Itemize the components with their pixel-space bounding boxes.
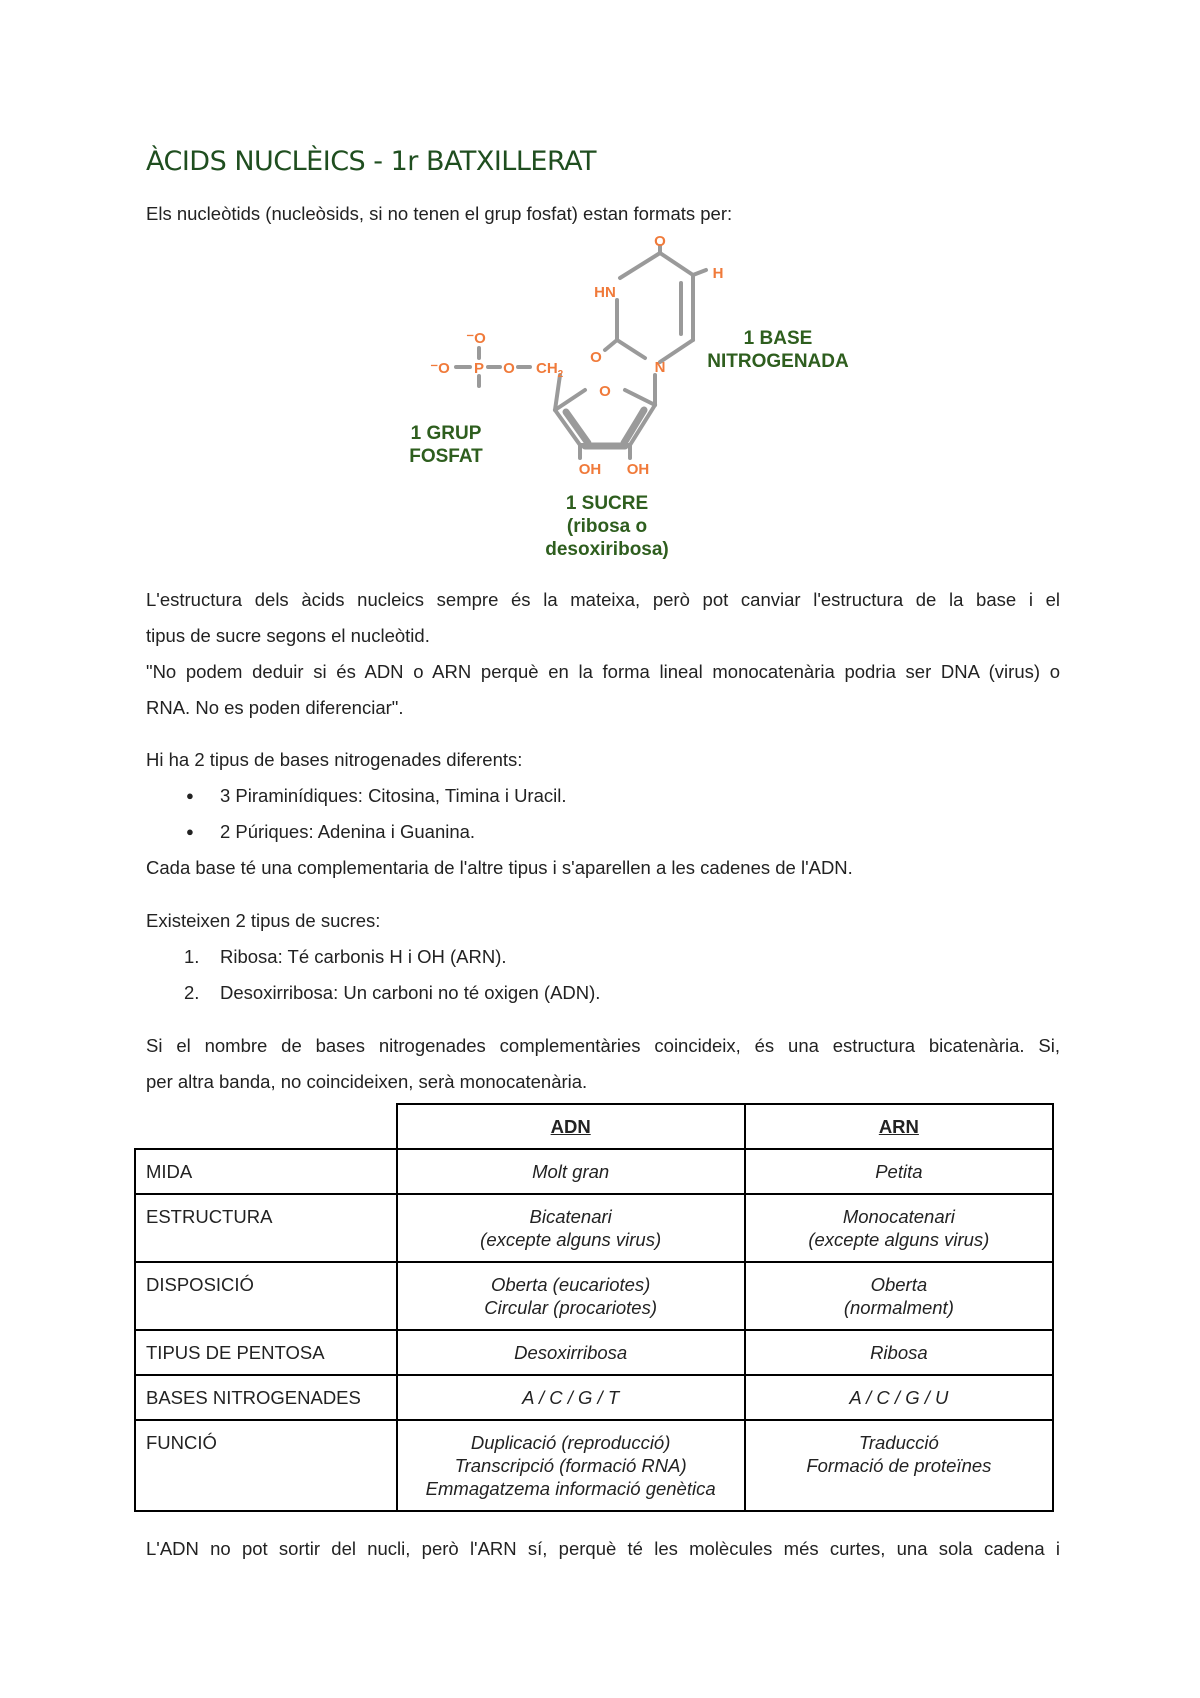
arn-cell bbox=[745, 1194, 1053, 1262]
structure-line-1: L'estructura dels àcids nucleics sempre és la mateixa, però pot canviar l'estructura de la base i el bbox=[146, 589, 1060, 610]
sugar-label-line2: (ribosa o bbox=[566, 516, 648, 537]
atom-oh-2: OH bbox=[626, 461, 650, 478]
intro-text: Els nucleòtids (nucleòsids, si no tenen el grup fosfat) estan formats per: bbox=[146, 203, 733, 224]
cell-line: Desoxirribosa bbox=[514, 1342, 628, 1363]
atom-ch2-main: CH bbox=[536, 360, 558, 377]
row-label: TIPUS DE PENTOSA bbox=[135, 1330, 397, 1375]
atom-o-link: O bbox=[503, 360, 515, 377]
arn-cell bbox=[745, 1330, 1053, 1375]
page-title: ÀCIDS NUCLÈICS - 1r BATXILLERAT bbox=[146, 146, 596, 177]
header-adn: ADN bbox=[397, 1104, 745, 1149]
cell-line: Emmagatzema informació genètica bbox=[425, 1478, 716, 1499]
comparison-table bbox=[134, 1103, 1054, 1512]
bond bbox=[625, 390, 655, 405]
phosphate-label bbox=[396, 422, 496, 468]
cell-line: Bicatenari bbox=[529, 1206, 612, 1227]
chain-line-1: Si el nombre de bases nitrogenades complementàries coincideix, és una estructura bicatenària. Si, bbox=[146, 1035, 1060, 1056]
table-row bbox=[135, 1194, 1053, 1262]
atom-h: H bbox=[712, 265, 724, 282]
atom-p: P bbox=[473, 360, 485, 377]
atom-hn: HN bbox=[594, 284, 616, 301]
chain-line-2: per altra banda, no coincideixen, serà monocatenària. bbox=[146, 1071, 588, 1092]
cell-line: Formació de proteïnes bbox=[806, 1455, 992, 1476]
arn-cell bbox=[745, 1420, 1053, 1511]
row-label: FUNCIÓ bbox=[135, 1420, 397, 1511]
header-arn: ARN bbox=[745, 1104, 1053, 1149]
table-row bbox=[135, 1262, 1053, 1330]
arn-cell bbox=[745, 1149, 1053, 1194]
list-number: 2. bbox=[184, 982, 200, 1003]
bond bbox=[555, 390, 585, 410]
adn-cell bbox=[397, 1194, 745, 1262]
sugar-label bbox=[520, 492, 694, 561]
structure-line-2: tipus de sucre segons el nucleòtid. bbox=[146, 625, 430, 646]
table-row bbox=[135, 1330, 1053, 1375]
structure-line-4: RNA. No es poden diferenciar". bbox=[146, 697, 404, 718]
list-item-text: Ribosa: Té carbonis H i OH (ARN). bbox=[220, 946, 507, 967]
sugar-label-line1: 1 SUCRE bbox=[565, 493, 649, 514]
atom-n: N bbox=[654, 359, 666, 376]
cell-line: (normalment) bbox=[843, 1297, 954, 1318]
cell-line: Ribosa bbox=[870, 1342, 928, 1363]
arn-cell bbox=[745, 1375, 1053, 1420]
bases-intro: Hi ha 2 tipus de bases nitrogenades diferents: bbox=[146, 749, 523, 770]
atom-phosphate-o-left: ⁻O bbox=[430, 360, 450, 377]
bond bbox=[605, 340, 617, 350]
bullet-icon: ● bbox=[186, 824, 194, 839]
base-label-line2: NITROGENADA bbox=[707, 351, 849, 372]
adn-cell bbox=[397, 1375, 745, 1420]
adn-cell bbox=[397, 1149, 745, 1194]
atom-o-left: O bbox=[590, 349, 602, 366]
atom-ch2 bbox=[536, 360, 564, 380]
row-label: BASES NITROGENADES bbox=[135, 1375, 397, 1420]
cell-line: Traducció bbox=[858, 1432, 939, 1453]
atom-o-ring: O bbox=[599, 383, 611, 400]
bases-outro: Cada base té una complementaria de l'altre tipus i s'aparellen a les cadenes de l'ADN. bbox=[146, 857, 853, 878]
table-header-row bbox=[135, 1104, 1053, 1149]
bullet-icon: ● bbox=[186, 788, 194, 803]
cell-line: A / C / G / T bbox=[522, 1387, 620, 1408]
base-label-line1: 1 BASE bbox=[743, 328, 813, 349]
bond bbox=[620, 253, 660, 278]
adn-cell bbox=[397, 1330, 745, 1375]
row-label: ESTRUCTURA bbox=[135, 1194, 397, 1262]
cell-line: Molt gran bbox=[532, 1161, 610, 1182]
bond bbox=[617, 340, 645, 358]
adn-cell bbox=[397, 1262, 745, 1330]
table-corner bbox=[135, 1104, 397, 1149]
cell-line: A / C / G / U bbox=[849, 1387, 949, 1408]
cell-line: Oberta bbox=[870, 1274, 928, 1295]
cell-line: Transcripció (formació RNA) bbox=[454, 1455, 687, 1476]
cell-line: (excepte alguns virus) bbox=[808, 1229, 990, 1250]
cell-line: Petita bbox=[875, 1161, 923, 1182]
atom-o-top: O bbox=[654, 233, 666, 250]
list-item-text: Desoxirribosa: Un carboni no té oxigen (ADN). bbox=[220, 982, 601, 1003]
bond bbox=[660, 253, 693, 275]
bond bbox=[693, 270, 706, 275]
row-label: MIDA bbox=[135, 1149, 397, 1194]
row-label: DISPOSICIÓ bbox=[135, 1262, 397, 1330]
final-paragraph: L'ADN no pot sortir del nucli, però l'ARN sí, perquè té les molècules més curtes, una sola cadena i bbox=[146, 1538, 1060, 1559]
table-row bbox=[135, 1149, 1053, 1194]
cell-line: (excepte alguns virus) bbox=[480, 1229, 662, 1250]
adn-cell bbox=[397, 1420, 745, 1511]
table-row bbox=[135, 1375, 1053, 1420]
arn-cell bbox=[745, 1262, 1053, 1330]
cell-line: Oberta (eucariotes) bbox=[490, 1274, 651, 1295]
list-number: 1. bbox=[184, 946, 200, 967]
atom-oh-1: OH bbox=[578, 461, 602, 478]
phosphate-label-line2: FOSFAT bbox=[409, 446, 483, 467]
list-item-text: 3 Piraminídiques: Citosina, Timina i Uracil. bbox=[220, 785, 567, 806]
atom-ch2-sub: 2 bbox=[557, 369, 564, 380]
atom-phosphate-o-top: ⁻O bbox=[466, 330, 486, 347]
cell-line: Monocatenari bbox=[842, 1206, 955, 1227]
table-row bbox=[135, 1420, 1053, 1511]
phosphate-label-line1: 1 GRUP bbox=[410, 423, 482, 444]
base-label bbox=[690, 327, 866, 373]
sugars-intro: Existeixen 2 tipus de sucres: bbox=[146, 910, 381, 931]
sugar-label-line3: desoxiribosa) bbox=[545, 539, 669, 560]
cell-line: Circular (procariotes) bbox=[484, 1297, 658, 1318]
cell-line: Duplicació (reproducció) bbox=[470, 1432, 671, 1453]
list-item-text: 2 Púriques: Adenina i Guanina. bbox=[220, 821, 476, 842]
bond bbox=[555, 375, 560, 410]
structure-line-3: "No podem deduir si és ADN o ARN perquè en la forma lineal monocatenària podria ser DNA (virus) o bbox=[146, 661, 1060, 682]
